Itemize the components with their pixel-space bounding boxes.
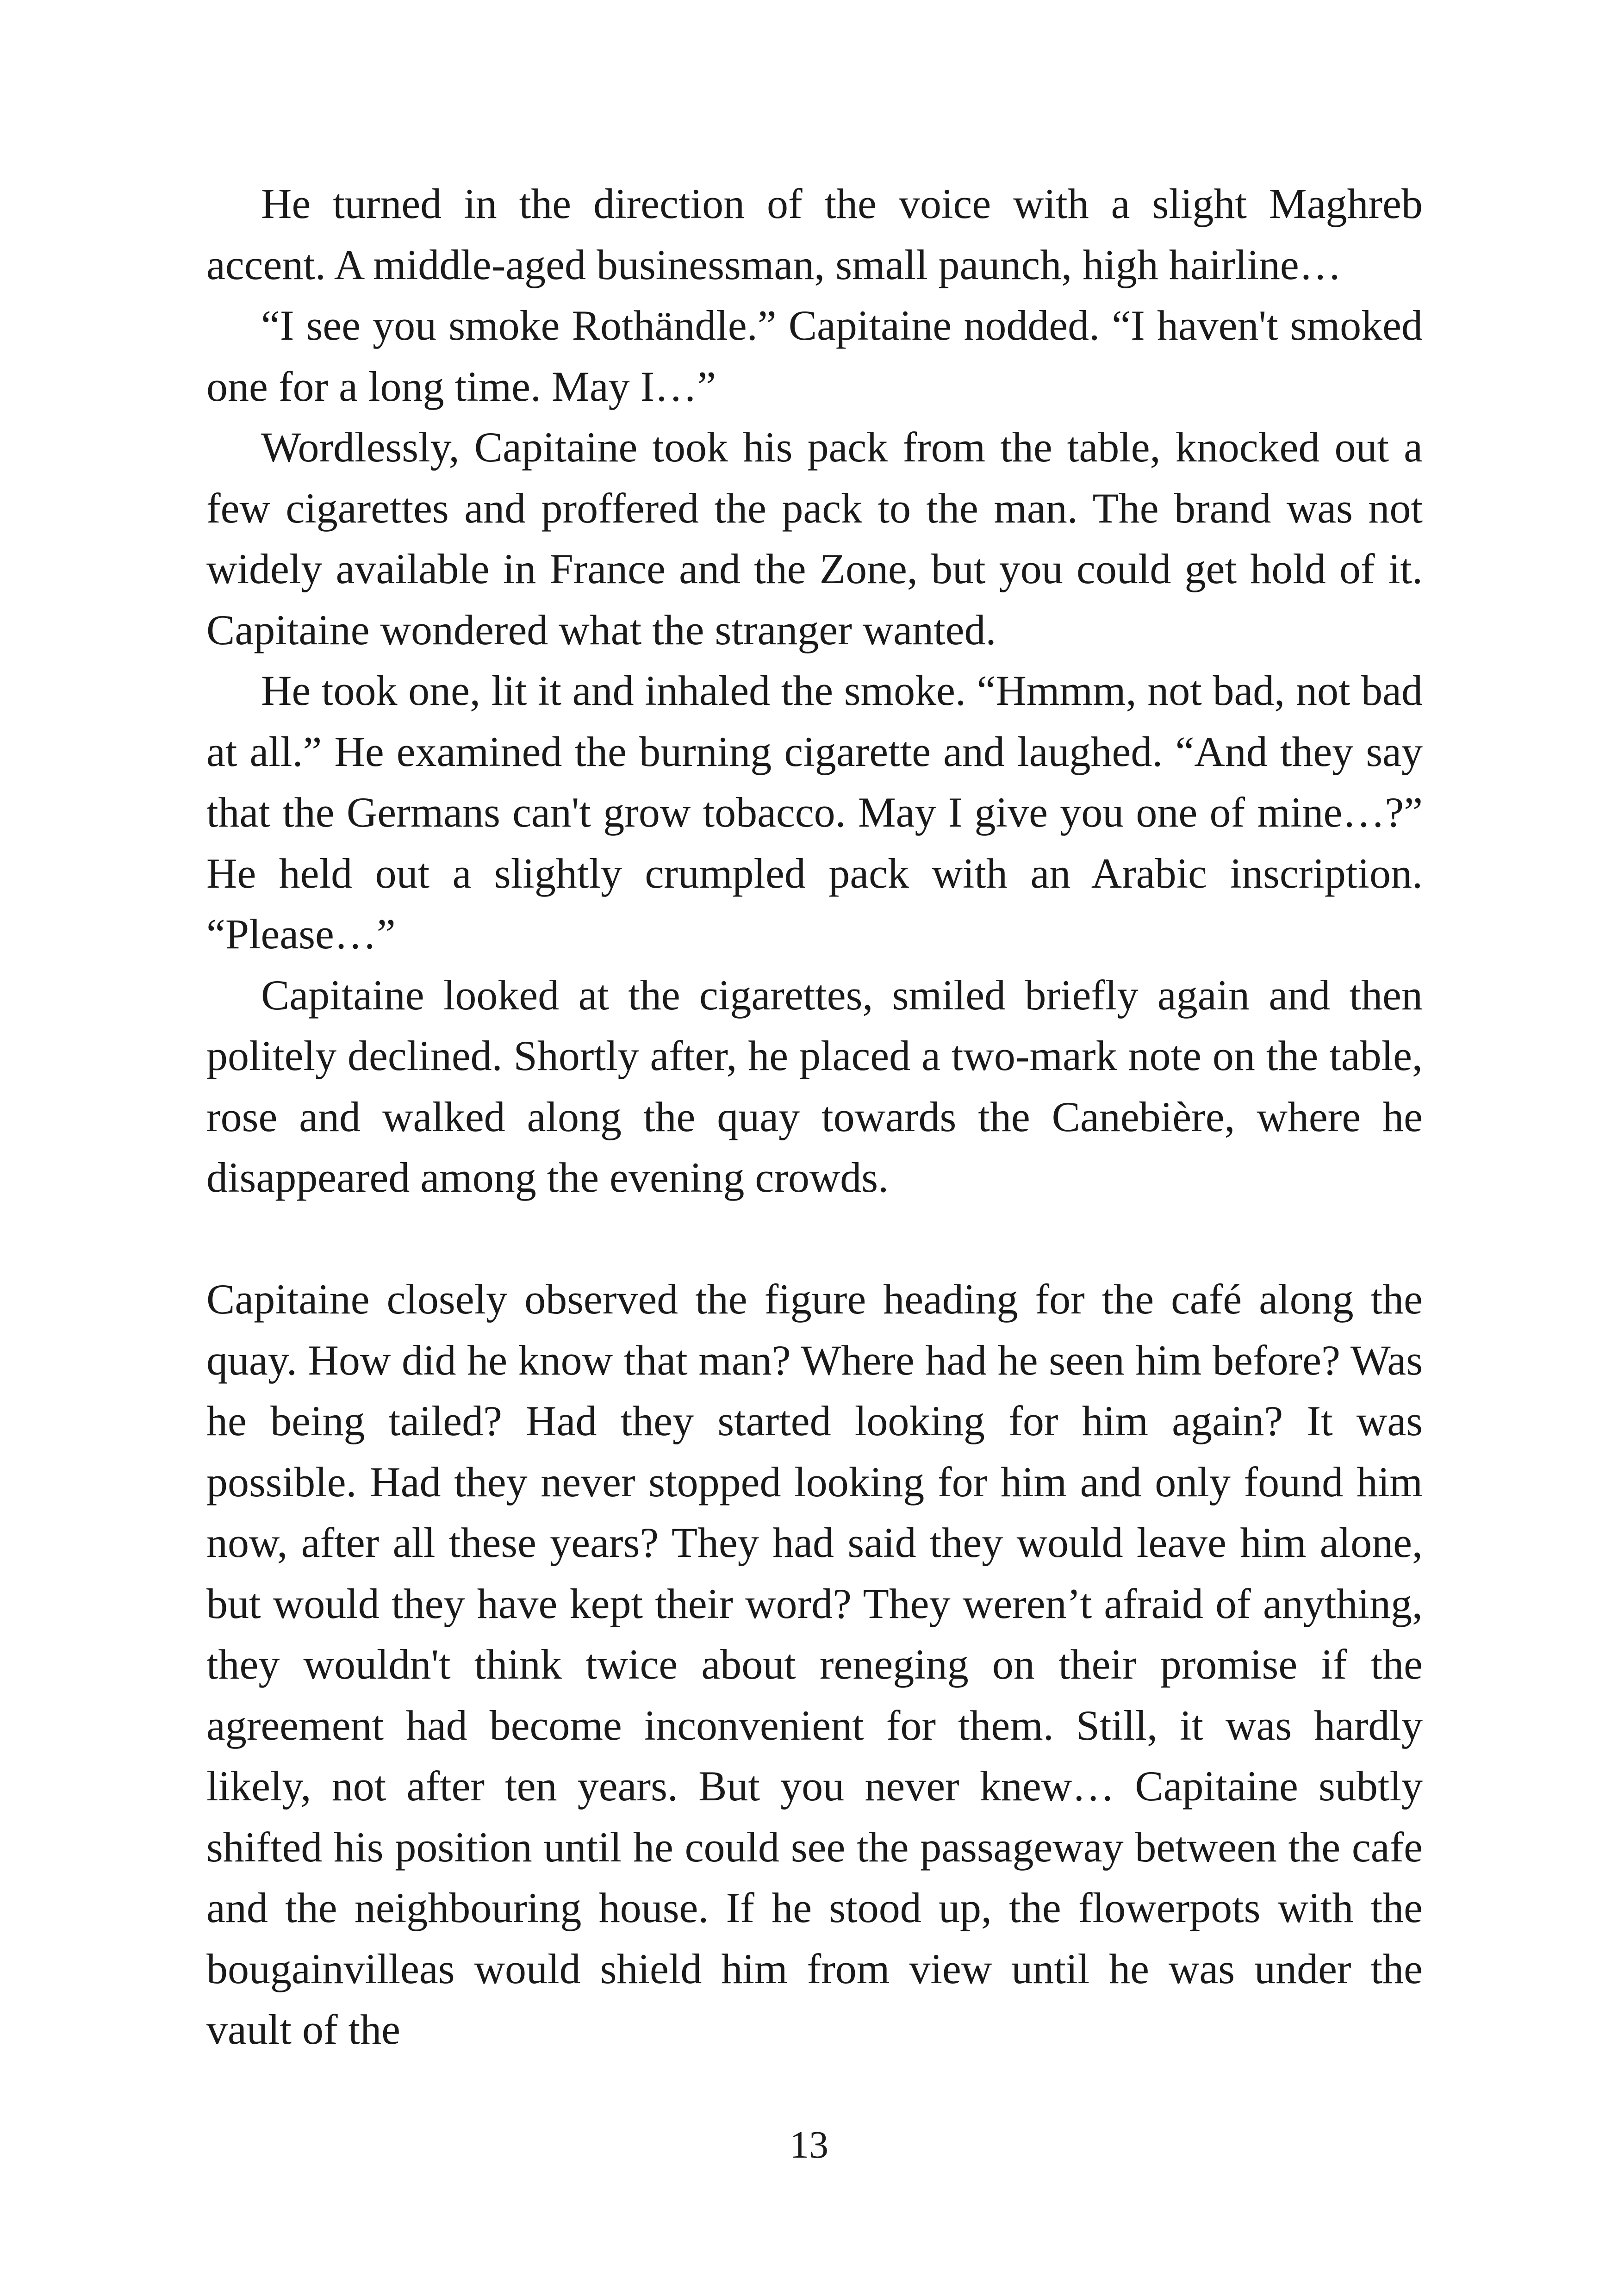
paragraph-4: He took one, lit it and inhaled the smoke. “Hmmm, not bad, not bad at all.” He examined the burning cigarette and laughed. “And they say that the Germans can't grow tobacco. May I give you one of mine…?” He held out a slightly crumpled pack with an Arabic inscription. “Please…” [206, 667, 1423, 958]
section-break [206, 1208, 1423, 1269]
paragraph-3: Wordlessly, Capitaine took his pack from the table, knocked out a few cigarettes and proffered the pack to the man. The brand was not widely available in France and the Zone, but you could get hold of it. Capitaine wondered what the stranger wanted. [206, 423, 1423, 653]
paragraph-5: Capitaine looked at the cigarettes, smiled briefly again and then politely declined. Shortly after, he placed a two-mark note on the table, rose and walked along the quay towards the Canebière, where he disappeared among the evening crowds. [206, 971, 1423, 1201]
body-text [206, 174, 1423, 2060]
paragraph-1: He turned in the direction of the voice with a slight Maghreb accent. A middle-aged businessman, small paunch, high hairline… [206, 180, 1423, 288]
paragraph-6: Capitaine closely observed the figure heading for the café along the quay. How did he know that man? Where had he seen him before? Was he being tailed? Had they started looking for him again? It was possible. Had they never stopped looking for him and only found him now, after all these years? They had said they would leave him alone, but would they have kept their word? They weren’t afraid of anything, they wouldn't think twice about reneging on their promise if the agreement had become inconvenient for them. Still, it was hardly likely, not after ten years. But you never knew… Capitaine subtly shifted his position until he could see the passageway between the cafe and the neighbouring house. If he stood up, the flowerpots with the bougainvilleas would shield him from view until he was under the vault of the [206, 1276, 1423, 2053]
paragraph-2: “I see you smoke Rothändle.” Capitaine nodded. “I haven't smoked one for a long time. May I…” [206, 302, 1423, 410]
page-number: 13 [790, 2123, 828, 2166]
